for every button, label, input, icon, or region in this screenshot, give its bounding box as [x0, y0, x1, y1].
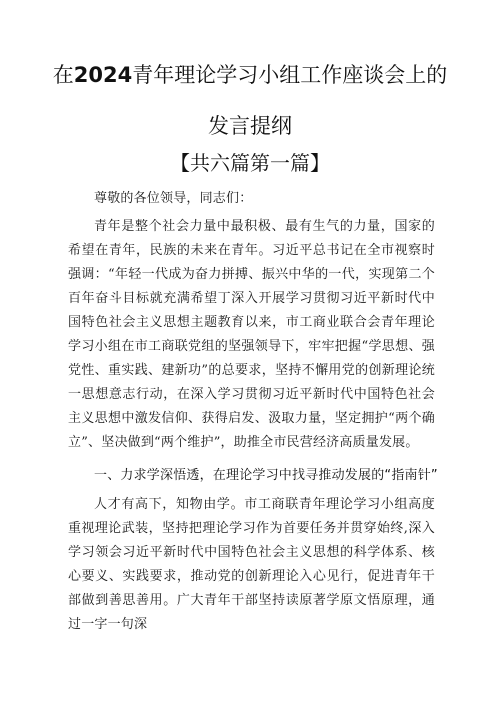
salutation: 尊敬的各位领导，同志们：: [94, 191, 253, 206]
paragraph-intro: 青年是整个社会力量中最积极、最有生气的力量，国家的希望在青年，民族的未来在青年。习近平总书记在全市视察时强调：“年轻一代成为奋力拼搏、振兴中华的一代，实现第二个百年奋斗目标就充满希望丁深入开展学习贯彻习近平新时代中国特色社会主义思想主题教育以来，市工商业联合会青年理论学习小组在市工商联党组的坚强领导下，牢牢把握“学思想、强党性、重实践、建新功”的总要求，坚持不懈用党的创新理论统一思想意志行动，在深入学习贯彻习近平新时代中国特色社会主义思想中激发信仰、获得启发、汲取力量，坚定拥护“两个确立”、坚决做到“两个维护”，助推全市民营经济高质量发展。: [68, 219, 435, 450]
title-prefix: 在: [52, 63, 74, 87]
section-heading: 一、力求学深悟透，在理论学习中找寻推动发展的“指南针”: [94, 468, 438, 483]
paragraph-section1: 人才有高下，知物由学。市工商联青年理论学习小组高度重视理论武装，坚持把理论学习作为首要任务并贯穿始终,深入学习领会习近平新时代中国特色社会主义思想的科学体系、核心要义、实践要求，推动党的创新理论入心见行，促进青年干部做到善思善用。广大青年干部坚持读原著学原文悟原理，通过一字一句深: [68, 497, 435, 632]
title-year: 2024: [73, 63, 133, 87]
document-body: [68, 187, 438, 637]
document-title: [0, 62, 500, 88]
document-title-line2: 发言提纲: [208, 114, 292, 138]
document-subtitle: 【共六篇第一篇】: [170, 151, 330, 175]
title-rest: 青年理论学习小组工作座谈会上的: [132, 63, 448, 87]
